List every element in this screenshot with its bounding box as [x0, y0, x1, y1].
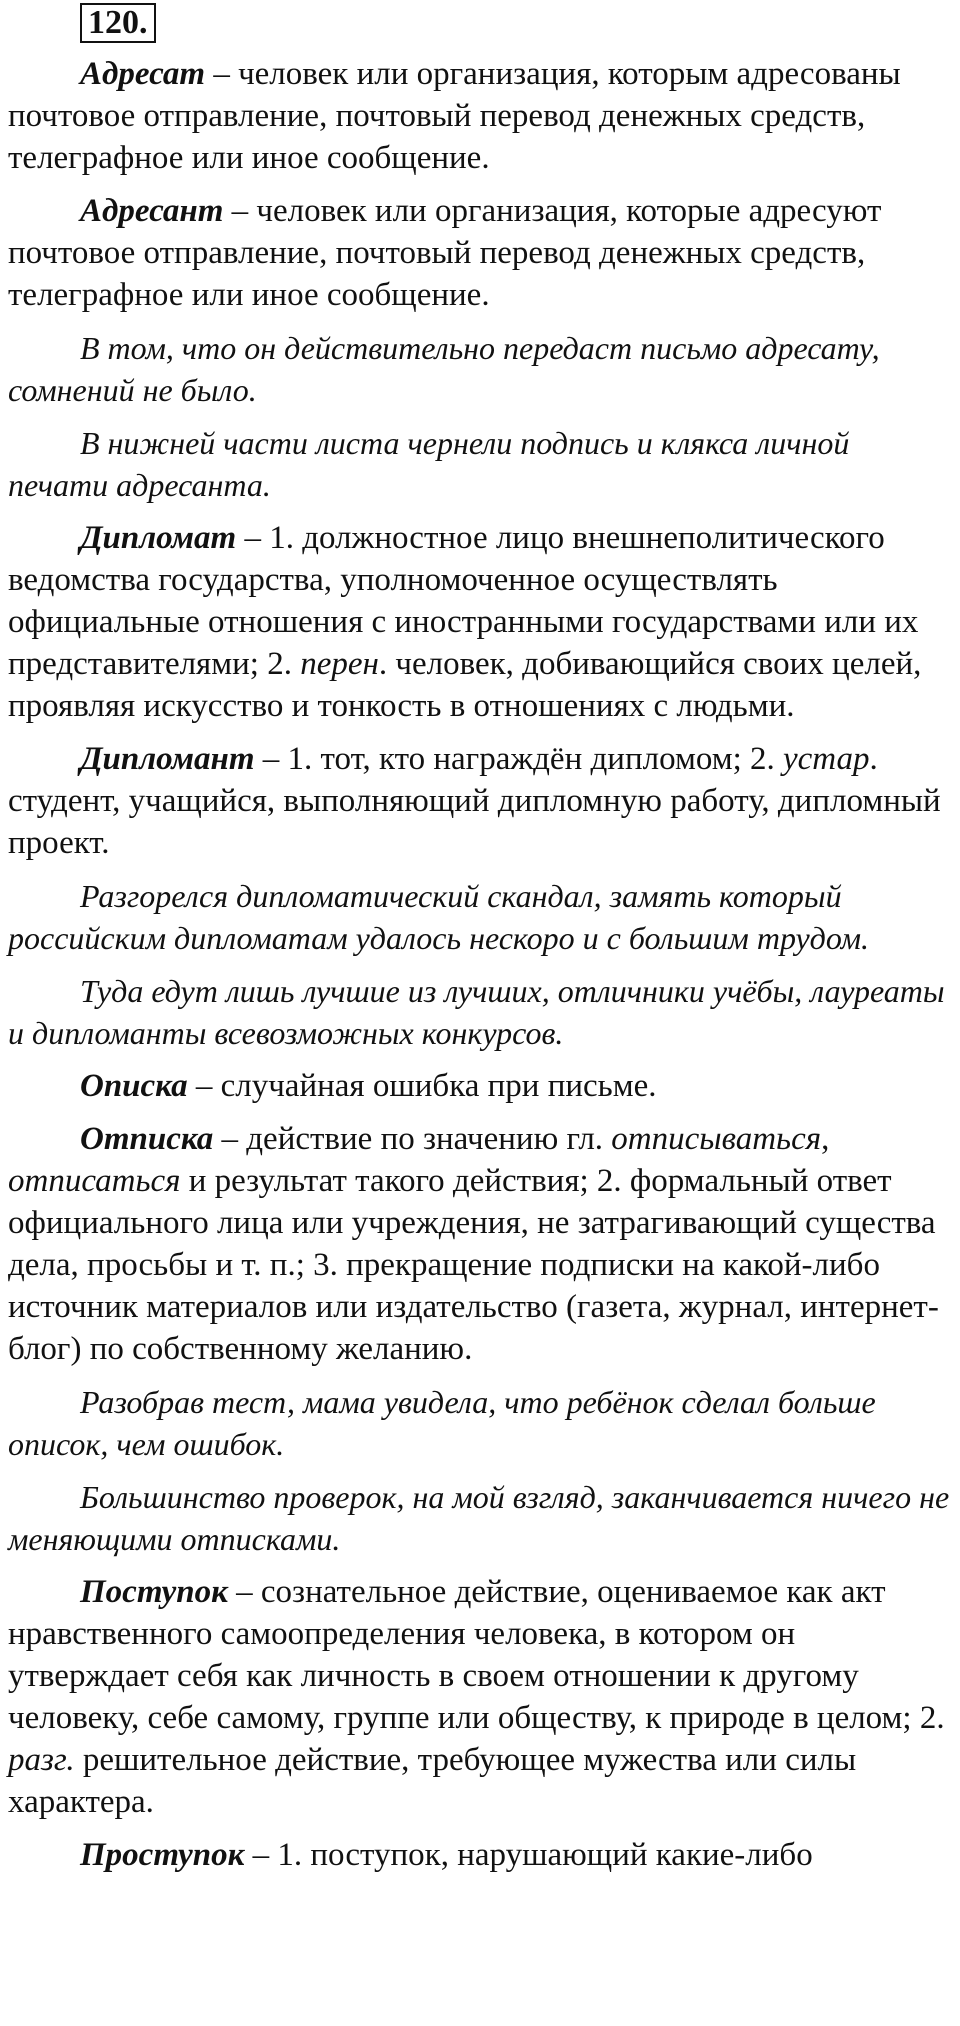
textbook-page	[8, 0, 956, 1887]
term: Дипломат	[80, 520, 237, 556]
entry-adresant	[8, 190, 956, 316]
usage-mark: отписываться	[611, 1121, 822, 1157]
example-sentence: В нижней части листа чернели подпись и клякса личной печати адресанта.	[8, 425, 850, 503]
definition: – 1. тот, кто награждён дипломом; 2.	[254, 741, 783, 777]
definition: – сознательное действие, оцениваемое как акт нравственного самоопределения человека, в котором он утверждает себя как личность в своем отношении к другому человеку, себе самому, группе или обществу, к природе в целом; 2.	[8, 1574, 945, 1736]
definition: – человек или организация, которым адресованы почтовое отправление, почтовый перевод денежных средств, телеграфное или иное сообщение.	[8, 56, 901, 176]
example-sentence: В том, что он действительно передаст письмо адресату, сомнений не было.	[8, 330, 880, 408]
entry-prostupok	[8, 1834, 956, 1876]
definition: . человек, добивающийся своих целей, проявляя искусство и тонкость в отношениях с людьми.	[8, 646, 922, 724]
usage-mark: разг.	[8, 1742, 75, 1778]
example-sentence: Разобрав тест, мама увидела, что ребёнок сделал больше описок, чем ошибок.	[8, 1384, 876, 1462]
entry-adresat	[8, 53, 956, 179]
definition: – случайная ошибка при письме.	[187, 1068, 657, 1104]
definition: решительное действие, требующее мужества или силы характера.	[8, 1742, 857, 1820]
term: Адресат	[80, 56, 206, 92]
definition: – действие по значению гл.	[213, 1121, 612, 1157]
entry-opiska	[8, 1065, 956, 1107]
example-sentence: Разгорелся дипломатический скандал, замять который российским дипломатам удалось нескоро и с большим трудом.	[8, 878, 870, 956]
task-number: 120.	[80, 3, 156, 43]
definition: . студент, учащийся, выполняющий дипломную работу, дипломный проект.	[8, 741, 941, 861]
usage-mark: перен	[300, 646, 379, 682]
definition: – 1. поступок, нарушающий какие-либо	[244, 1837, 813, 1873]
term: Дипломант	[80, 741, 255, 777]
usage-mark: устар	[783, 741, 870, 777]
definition: – человек или организация, которые адресуют почтовое отправление, почтовый перевод денежных средств, телеграфное или иное сообщение.	[8, 193, 882, 313]
term: Описка	[80, 1068, 188, 1104]
usage-mark: отписаться	[8, 1163, 181, 1199]
example-sentence: Туда едут лишь лучшие из лучших, отличники учёбы, лауреаты и дипломанты всевозможных конкурсов.	[8, 973, 945, 1051]
example-sentence: Большинство проверок, на мой взгляд, заканчивается ничего не меняющими отписками.	[8, 1479, 950, 1557]
entry-diplomat	[8, 517, 956, 727]
term: Адресант	[80, 193, 224, 229]
entry-postupok	[8, 1571, 956, 1823]
definition: ,	[821, 1121, 830, 1157]
term: Поступок	[80, 1574, 228, 1610]
entry-otpiska	[8, 1118, 956, 1370]
term: Проступок	[80, 1837, 245, 1873]
term: Отписка	[80, 1121, 214, 1157]
definition: и результат такого действия; 2. формальный ответ официального лица или учреждения, не затрагивающий существа дела, просьбы и т. п.; 3. прекращение подписки на какой-либо источник материалов или издательство (газета, журнал, интернет-блог) по собственному желанию.	[8, 1163, 939, 1367]
definition: – 1. должностное лицо внешнеполитического ведомства государства, уполномоченное осуществлять официальные отношения с иностранными государствами или их представителями; 2.	[8, 520, 919, 682]
entry-diplomant	[8, 738, 956, 864]
